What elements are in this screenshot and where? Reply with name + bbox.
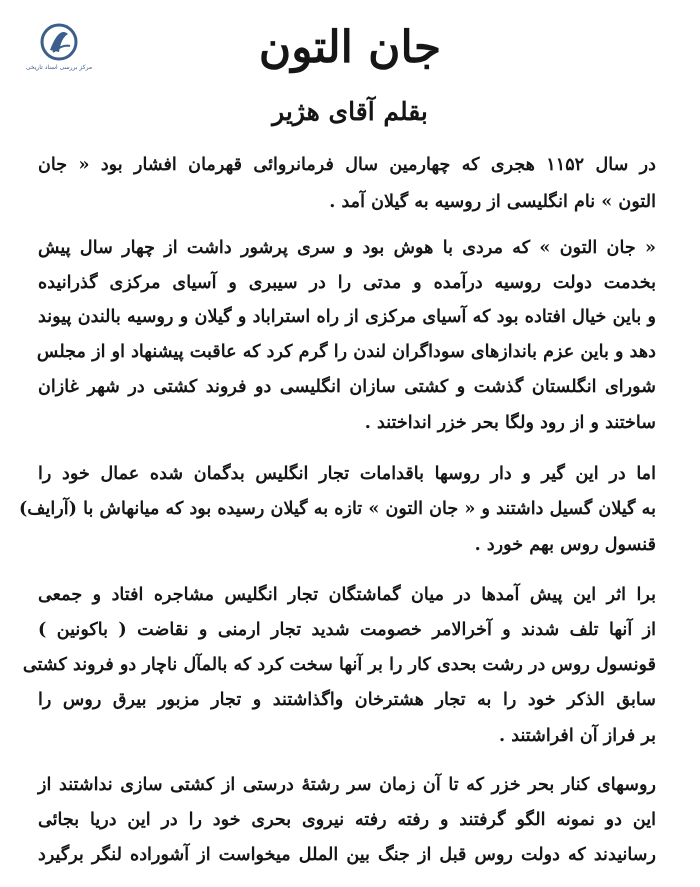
text-line: بخدمت دولت روسیه درآمده و مدتی را در سیبری و آسیای مرکزی گذرانیده (38, 272, 656, 293)
text-line: سابق الذکر خود را به تجار هشترخان واگذاشتند و تجار مزبور بیرق روس را (38, 689, 656, 710)
text-line: قونسول روس در رشت بحدی کار را بر آنها سخت کرد که بالمآل ناچار دو فروند کشتی (22, 654, 656, 675)
text-line: شورای انگلستان گذشت و کشتی سازان انگلیسی دو فروند کشتی در شهر غازان (38, 376, 656, 397)
text-line: برا اثر این پیش آمدها در میان گماشتگان تجار انگلیس مشاجره افتاد و جمعی (38, 584, 656, 605)
text-line: دهد و باین عزم باندازهای سوداگران لندن را گرم کرد که عاقبت پیشنهاد او از مجلس (36, 341, 656, 362)
text-line: اما در این گیر و دار روسها باقدامات تجار انگلیس بدگمان شده عمال خود را (38, 463, 656, 484)
text-line: قنسول روس بهم خورد . (474, 534, 656, 555)
text-line: روسهای کنار بحر خزر که تا آن زمان سر رشتهٔ درستی از کشتی سازی نداشتند از (38, 774, 656, 795)
article-byline: بقلم آقای هژیر (272, 97, 428, 126)
text-line: « جان التون » که مردی با هوش بود و سری پرشور داشت از چهار سال پیش (38, 237, 656, 258)
text-line: التون » نام انگلیسی از روسیه به گیلان آمد . (329, 191, 656, 212)
text-line: این دو نمونه الگو گرفتند و رفته رفته نیروی بحری خود را در این دریا بجائی (38, 809, 656, 830)
archive-logo-caption: مرکز بررسی اسناد تاریخی (25, 64, 93, 71)
text-line: در سال ۱۱۵۲ هجری که چهارمین سال فرمانروائی قهرمان افشار بود « جان (38, 154, 656, 175)
text-line: و باین خیال افتاده بود که آسیای مرکزی از راه استراباد و گیلان و روسیه بالندن پیوند (38, 306, 656, 327)
text-line: بر فراز آن افراشتند . (498, 725, 656, 746)
article-title: جان التون (258, 22, 442, 73)
text-line: به گیلان گسیل داشتند و « جان التون » تازه به گیلان رسیده بود که میانهاش با (آرایف) (18, 498, 656, 519)
text-line: ساختند و از رود ولگا بحر خزر انداختند . (364, 412, 656, 433)
text-line: از آنها تلف شدند و آخرالامر خصومت شدید تجار ارمنی و نقاضت ( باکونین ) (38, 619, 656, 640)
text-line: رسانیدند که دولت روس قبل از جنگ بین الملل میخواست از آشوراده لنگر برگیرد (38, 844, 656, 865)
